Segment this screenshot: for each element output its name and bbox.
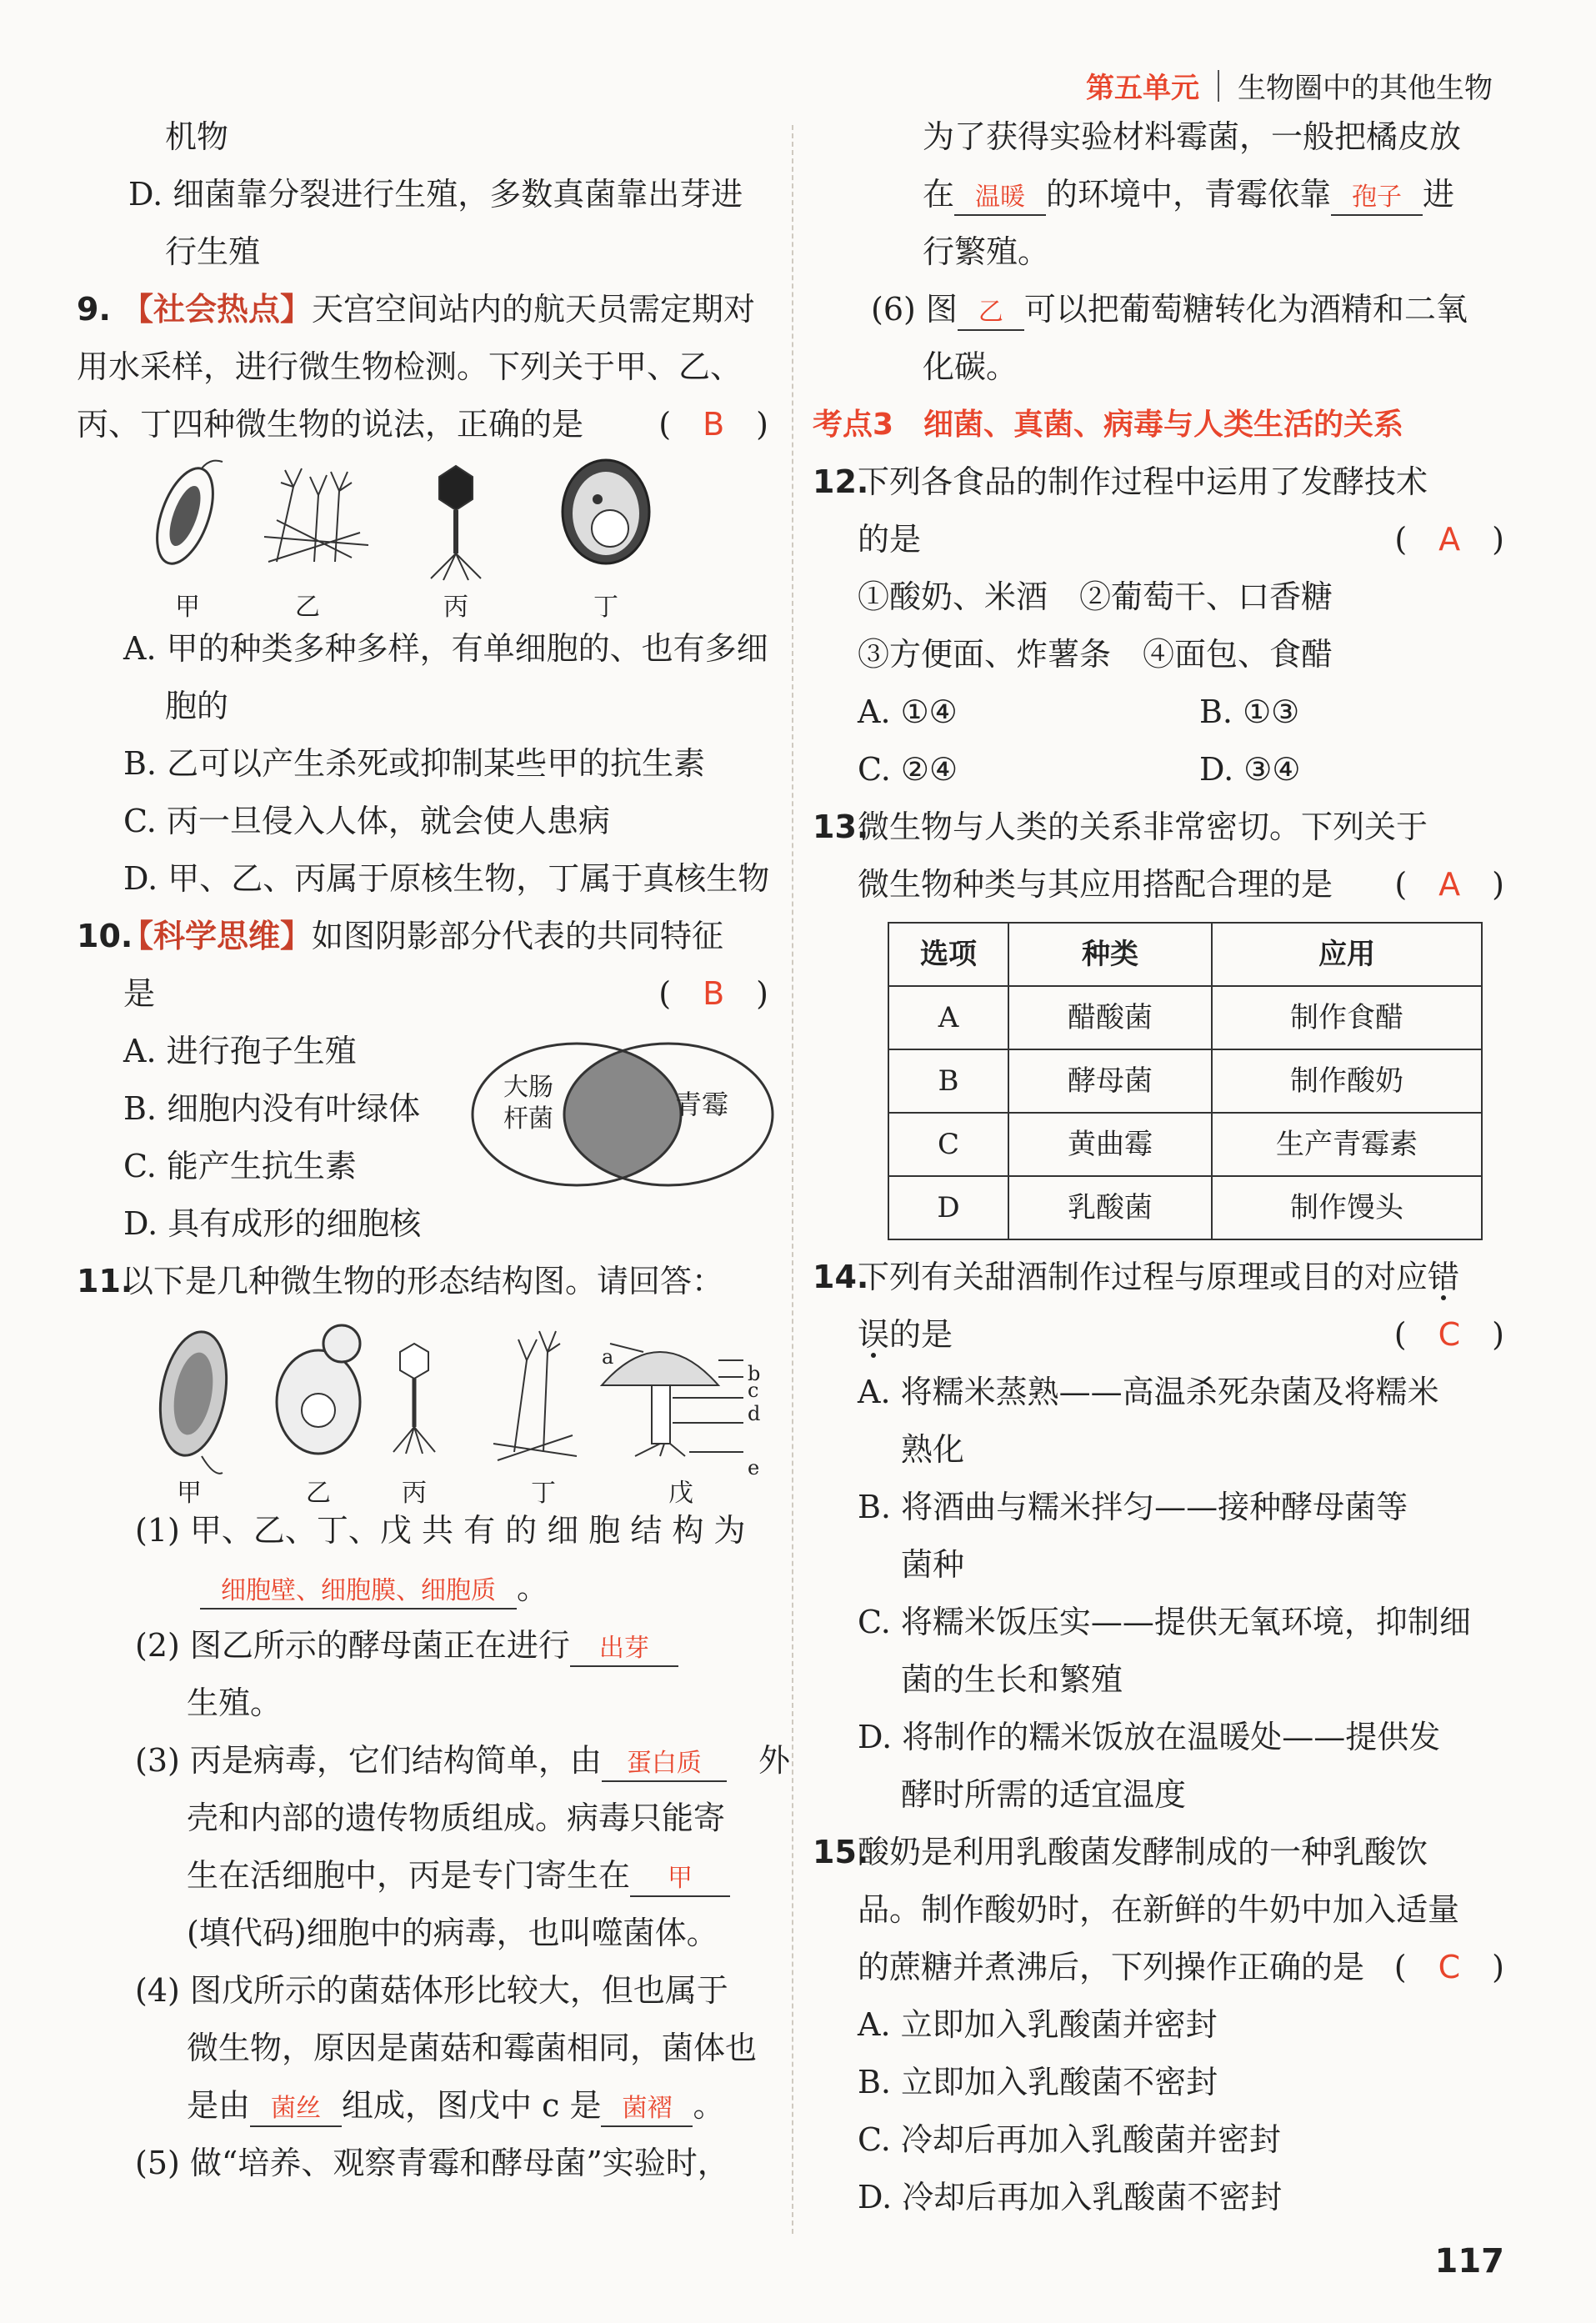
question-text: 酸奶是利用乳酸菌发酵制成的一种乳酸饮 xyxy=(858,1834,1428,1870)
option-d: D. 细菌靠分裂进行生殖，多数真菌靠出芽进 xyxy=(128,176,743,213)
question-text: 微生物种类与其应用搭配合理的是 xyxy=(858,866,1333,903)
option-b: B. 乙可以产生杀死或抑制某些甲的抗生素 xyxy=(123,745,706,782)
table-row xyxy=(888,986,1482,1049)
question-text-line xyxy=(813,511,1504,568)
answer-blank: 细胞壁、细胞膜、细胞质 xyxy=(200,1575,517,1610)
question-text: 是 xyxy=(123,975,156,1012)
table-row xyxy=(888,1113,1482,1176)
section-heading: 考点3 细菌、真菌、病毒与人类生活的关系 xyxy=(813,408,1404,442)
label-c: c xyxy=(748,1379,759,1402)
caption-wu: 戊 xyxy=(668,1479,693,1508)
question-11 xyxy=(77,1253,768,1310)
answer: B xyxy=(703,975,725,1012)
question-text-line xyxy=(77,965,768,1023)
text-line: 壳和内部的遗传物质组成。病毒只能寄 xyxy=(187,1800,726,1836)
question-text: 下列各食品的制作过程中运用了发酵技术 xyxy=(858,463,1428,500)
question-text: 品。制作酸奶时，在新鲜的牛奶中加入适量 xyxy=(858,1891,1460,1928)
item-line: ③方便面、炸薯条 ④面包、食醋 xyxy=(858,636,1333,673)
option-a: A. 甲的种类多种多样，有单细胞的、也有多细 xyxy=(123,630,768,667)
punctuation: 。 xyxy=(693,2087,725,2124)
question-text: 下列有关甜酒制作过程与原理或目的对应 xyxy=(858,1259,1428,1295)
answer: B xyxy=(703,406,725,443)
question-text-line xyxy=(813,856,1504,914)
answer-bracket: ( A ) xyxy=(1394,866,1504,903)
question-text: 以下是几种微生物的形态结构图。请回答： xyxy=(122,1263,724,1299)
q9-figure xyxy=(77,453,768,620)
caption-yi: 乙 xyxy=(295,593,320,622)
emphasized-char: 错 xyxy=(1428,1259,1460,1295)
answer: A xyxy=(1438,521,1461,558)
q13-table xyxy=(888,922,1483,1240)
question-text: 的环境中，青霉依靠 xyxy=(1046,176,1332,213)
question-text: 用水采样，进行微生物检测。下列关于甲、乙、 xyxy=(77,348,743,385)
options-row xyxy=(813,683,1504,741)
question-number: 14. xyxy=(813,1259,869,1295)
answer: C xyxy=(1438,1949,1461,1985)
table-cell: A xyxy=(888,986,1008,1049)
mold-icon xyxy=(264,468,368,562)
option-a: A. 立即加入乳酸菌并密封 xyxy=(858,2006,1218,2043)
label-e: e xyxy=(748,1456,760,1479)
question-text: (2) 图乙所示的酵母菌正在进行 xyxy=(135,1627,570,1664)
answer-blank: 菌褶 xyxy=(601,2092,693,2127)
sub-question-3 xyxy=(77,1732,790,1790)
emphasized-char: 误 xyxy=(858,1316,890,1353)
answer: C xyxy=(1438,1316,1461,1353)
q10-options xyxy=(77,1023,768,1253)
caption-jia: 甲 xyxy=(177,1479,202,1508)
question-number: 10. xyxy=(77,918,133,954)
option-b-cont: 菌种 xyxy=(901,1546,965,1583)
table-cell: 乳酸菌 xyxy=(1008,1176,1212,1239)
question-text: 是由 xyxy=(187,2087,251,2124)
question-text: (3) 丙是病毒，它们结构简单，由 xyxy=(135,1742,602,1779)
answer-blank: 甲 xyxy=(630,1862,730,1897)
text-line: 行生殖 xyxy=(165,233,261,270)
option-c: C. ②④ xyxy=(858,751,958,788)
question-text: 生在活细胞中，丙是专门寄生在 xyxy=(187,1857,631,1894)
page-header xyxy=(1086,65,1493,106)
item-line: ①酸奶、米酒 ②葡萄干、口香糖 xyxy=(858,578,1333,615)
table-cell: C xyxy=(888,1113,1008,1176)
option-a: A. ①④ xyxy=(858,693,958,730)
q11-figure xyxy=(77,1310,768,1508)
option-a: A. 将糯米蒸熟——高温杀死杂菌及将糯米 xyxy=(858,1374,1439,1410)
text-line: 微生物，原因是菌菇和霉菌相同，菌体也 xyxy=(187,2030,758,2066)
topic-tag: 【科学思维】 xyxy=(122,918,313,954)
label-b: b xyxy=(748,1362,761,1385)
option-a-cont: 熟化 xyxy=(901,1431,965,1468)
table-cell: 制作酸奶 xyxy=(1212,1049,1482,1113)
text-line xyxy=(77,1847,768,1905)
question-text: 丙、丁四种微生物的说法，正确的是 xyxy=(77,406,584,443)
question-text-line xyxy=(813,1306,1504,1364)
option-c-cont: 菌的生长和繁殖 xyxy=(901,1661,1123,1698)
label-a: a xyxy=(602,1345,614,1369)
table-row xyxy=(888,1176,1482,1239)
option-c: C. 将糯米饭压实——提供无氧环境，抑制细 xyxy=(858,1604,1471,1640)
yeast-icon xyxy=(563,460,649,563)
option-c: C. 冷却后再加入乳酸菌并密封 xyxy=(858,2121,1281,2158)
question-number: 12. xyxy=(813,463,869,500)
sub-question-6 xyxy=(813,281,1504,338)
punctuation: 。 xyxy=(517,1570,549,1606)
answer-bracket: ( B ) xyxy=(658,975,768,1012)
question-14 xyxy=(813,1249,1504,1306)
bacterium-icon xyxy=(152,1327,236,1474)
option-a-cont: 胞的 xyxy=(165,688,229,724)
text-line xyxy=(77,2077,768,2135)
venn-label-ecoli-2: 杆菌 xyxy=(503,1104,553,1134)
table-header-row xyxy=(888,923,1482,986)
bacterium-icon xyxy=(146,461,224,571)
phage-icon xyxy=(431,466,481,580)
table-header: 选项 xyxy=(888,923,1008,986)
answer-blank: 出芽 xyxy=(570,1632,678,1667)
option-d: D. 甲、乙、丙属于原核生物，丁属于真核生物 xyxy=(123,860,770,897)
answer-bracket: ( B ) xyxy=(658,406,768,443)
question-text: 可以把葡萄糖转化为酒精和二氧 xyxy=(1023,291,1468,328)
question-number: 15. xyxy=(813,1834,869,1870)
question-text: 微生物与人类的关系非常密切。下列关于 xyxy=(858,809,1428,845)
option-b: B. 立即加入乳酸菌不密封 xyxy=(858,2064,1218,2100)
question-text: 的蔗糖并煮沸后，下列操作正确的是 xyxy=(858,1949,1365,1985)
option-b: B. 将酒曲与糯米拌匀——接种酵母菌等 xyxy=(858,1489,1408,1525)
topic-tag: 【社会热点】 xyxy=(122,291,313,328)
text-line: 行繁殖。 xyxy=(923,233,1050,270)
header-separator xyxy=(1218,70,1219,102)
answer-bracket: ( C ) xyxy=(1393,1316,1504,1353)
question-text: 的是 xyxy=(889,1316,953,1353)
text-line: (填代码)细胞中的病毒，也叫噬菌体。 xyxy=(187,1915,718,1951)
answer-blank: 乙 xyxy=(958,296,1024,331)
sub-question-2 xyxy=(77,1617,768,1675)
question-text-line xyxy=(77,396,768,453)
sub-question-1: (1) 甲、乙、丁、戊 共 有 的 细 胞 结 构 为 xyxy=(135,1512,746,1549)
table-cell: 酵母菌 xyxy=(1008,1049,1212,1113)
question-number: 13. xyxy=(813,809,869,845)
mushroom-icon xyxy=(602,1344,743,1456)
unit-label: 第五单元 xyxy=(1086,72,1199,105)
question-text: (6) 图 xyxy=(871,291,958,328)
unit-subtitle: 生物圈中的其他生物 xyxy=(1238,72,1493,105)
question-text: 天宫空间站内的航天员需定期对 xyxy=(312,291,756,328)
answer-bracket: ( C ) xyxy=(1393,1949,1504,1985)
text-line: 机物 xyxy=(165,118,229,155)
option-b: B. ①③ xyxy=(1199,693,1300,730)
option-c: C. 丙一旦侵入人体，就会使人患病 xyxy=(123,803,610,839)
answer-bracket: ( A ) xyxy=(1394,521,1504,558)
venn-label-penicillium: 青霉 xyxy=(675,1089,729,1120)
table-cell: 生产青霉素 xyxy=(1212,1113,1482,1176)
answer-blank: 温暖 xyxy=(954,181,1046,216)
question-13 xyxy=(813,799,1504,856)
page-number: 117 xyxy=(1434,2242,1504,2280)
option-d: D. ③④ xyxy=(1199,751,1301,788)
question-15 xyxy=(813,1824,1504,1881)
option-b: B. 细胞内没有叶绿体 xyxy=(123,1090,421,1127)
question-number: 11. xyxy=(77,1263,133,1299)
left-column xyxy=(77,108,790,2192)
right-column xyxy=(813,108,1504,2226)
answer-blank: 蛋白质 xyxy=(602,1747,727,1782)
table-cell: 醋酸菌 xyxy=(1008,986,1212,1049)
option-d: D. 冷却后再加入乳酸菌不密封 xyxy=(858,2179,1283,2215)
column-divider xyxy=(792,125,793,2234)
venn-label-ecoli-1: 大肠 xyxy=(503,1073,553,1102)
caption-bing: 丙 xyxy=(402,1479,427,1508)
table-header: 种类 xyxy=(1008,923,1212,986)
yeast-icon xyxy=(277,1325,360,1454)
question-12 xyxy=(813,453,1504,511)
text-line xyxy=(813,166,1504,223)
caption-bing: 丙 xyxy=(443,593,468,622)
options-row xyxy=(813,741,1504,799)
table-cell: 黄曲霉 xyxy=(1008,1113,1212,1176)
option-a: A. 进行孢子生殖 xyxy=(123,1033,357,1069)
table-row xyxy=(888,1049,1482,1113)
question-text: 的是 xyxy=(858,521,922,558)
question-text: 进 xyxy=(1423,176,1455,213)
table-cell: 制作食醋 xyxy=(1212,986,1482,1049)
phage-icon xyxy=(393,1344,435,1454)
caption-jia: 甲 xyxy=(175,593,200,622)
table-cell: 制作馒头 xyxy=(1212,1176,1482,1239)
answer: A xyxy=(1438,866,1461,903)
caption-yi: 乙 xyxy=(306,1479,331,1508)
option-c: C. 能产生抗生素 xyxy=(123,1148,357,1184)
question-9 xyxy=(77,281,768,338)
question-text: 在 xyxy=(923,176,955,213)
caption-ding: 丁 xyxy=(531,1479,556,1508)
question-number: 9. xyxy=(77,291,111,328)
text-line: 化碳。 xyxy=(923,348,1018,385)
table-cell: D xyxy=(888,1176,1008,1239)
question-text: 如图阴影部分代表的共同特征 xyxy=(312,918,724,954)
option-d: D. 将制作的糯米饭放在温暖处——提供发 xyxy=(858,1719,1441,1755)
option-d: D. 具有成形的细胞核 xyxy=(123,1205,422,1242)
question-text: 外 xyxy=(758,1742,790,1779)
answer-blank: 孢子 xyxy=(1331,181,1423,216)
answer-blank: 菌丝 xyxy=(250,2092,342,2127)
question-text: 组成，图戊中 c 是 xyxy=(342,2087,602,2124)
sub-question-4: (4) 图戊所示的菌菇体形比较大，但也属于 xyxy=(135,1972,728,2009)
table-cell: B xyxy=(888,1049,1008,1113)
label-d: d xyxy=(748,1402,761,1425)
sub-question-5: (5) 做“培养、观察青霉和酵母菌”实验时， xyxy=(135,2145,729,2181)
text-line: 为了获得实验材料霉菌，一般把橘皮放 xyxy=(923,118,1462,155)
option-d-cont: 酵时所需的适宜温度 xyxy=(901,1776,1187,1813)
caption-ding: 丁 xyxy=(593,593,618,622)
sub-question-1-answer-line xyxy=(77,1560,768,1617)
mold-icon xyxy=(493,1331,577,1460)
text-line: 生殖。 xyxy=(187,1685,283,1721)
question-text-line xyxy=(813,1939,1504,1996)
table-header: 应用 xyxy=(1212,923,1482,986)
question-10 xyxy=(77,908,768,965)
